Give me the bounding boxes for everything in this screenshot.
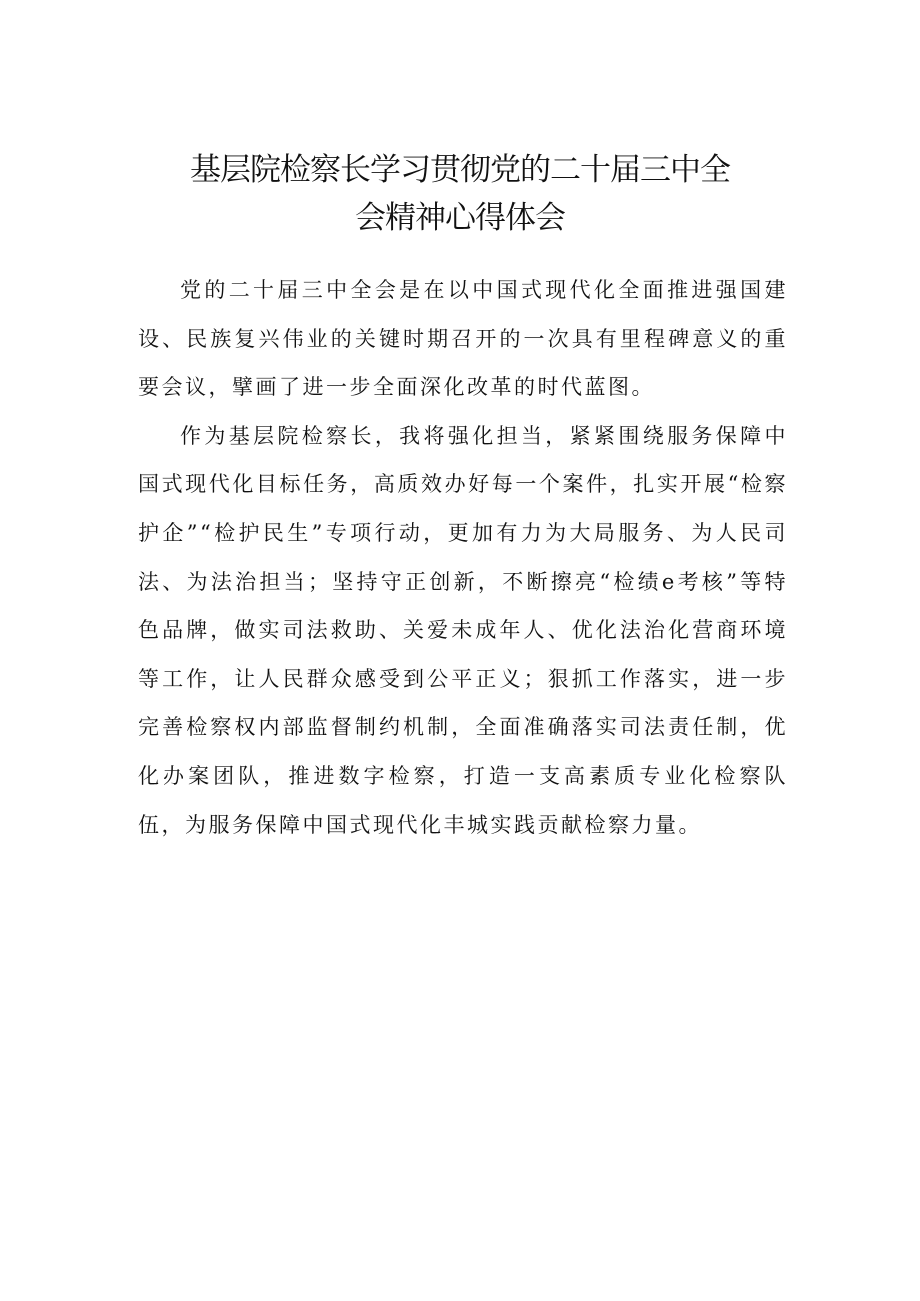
document-body: [138, 266, 788, 849]
paragraph-2: 作为基层院检察长，我将强化担当，紧紧围绕服务保障中国式现代化目标任务，高质效办好每一个案件，扎实开展“检察护企”“检护民生”专项行动，更加有力为大局服务、为人民司法、为法治担当；坚持守正创新，不断擦亮“检绩e考核”等特色品牌，做实司法救助、关爱未成年人、优化法治化营商环境等工作，让人民群众感受到公平正义；狠抓工作落实，进一步完善检察权内部监督制约机制，全面准确落实司法责任制，优化办案团队，推进数字检察，打造一支高素质专业化检察队伍，为服务保障中国式现代化丰城实践贡献检察力量。: [138, 423, 788, 837]
document-title: [120, 146, 800, 242]
paragraph-1: 党的二十届三中全会是在以中国式现代化全面推进强国建设、民族复兴伟业的关键时期召开的一次具有里程碑意义的重要会议，擘画了进一步全面深化改革的时代蓝图。: [138, 278, 788, 400]
title-line-1: 基层院检察长学习贯彻党的二十届三中全: [190, 152, 730, 188]
title-line-2: 会精神心得体会: [355, 200, 565, 236]
